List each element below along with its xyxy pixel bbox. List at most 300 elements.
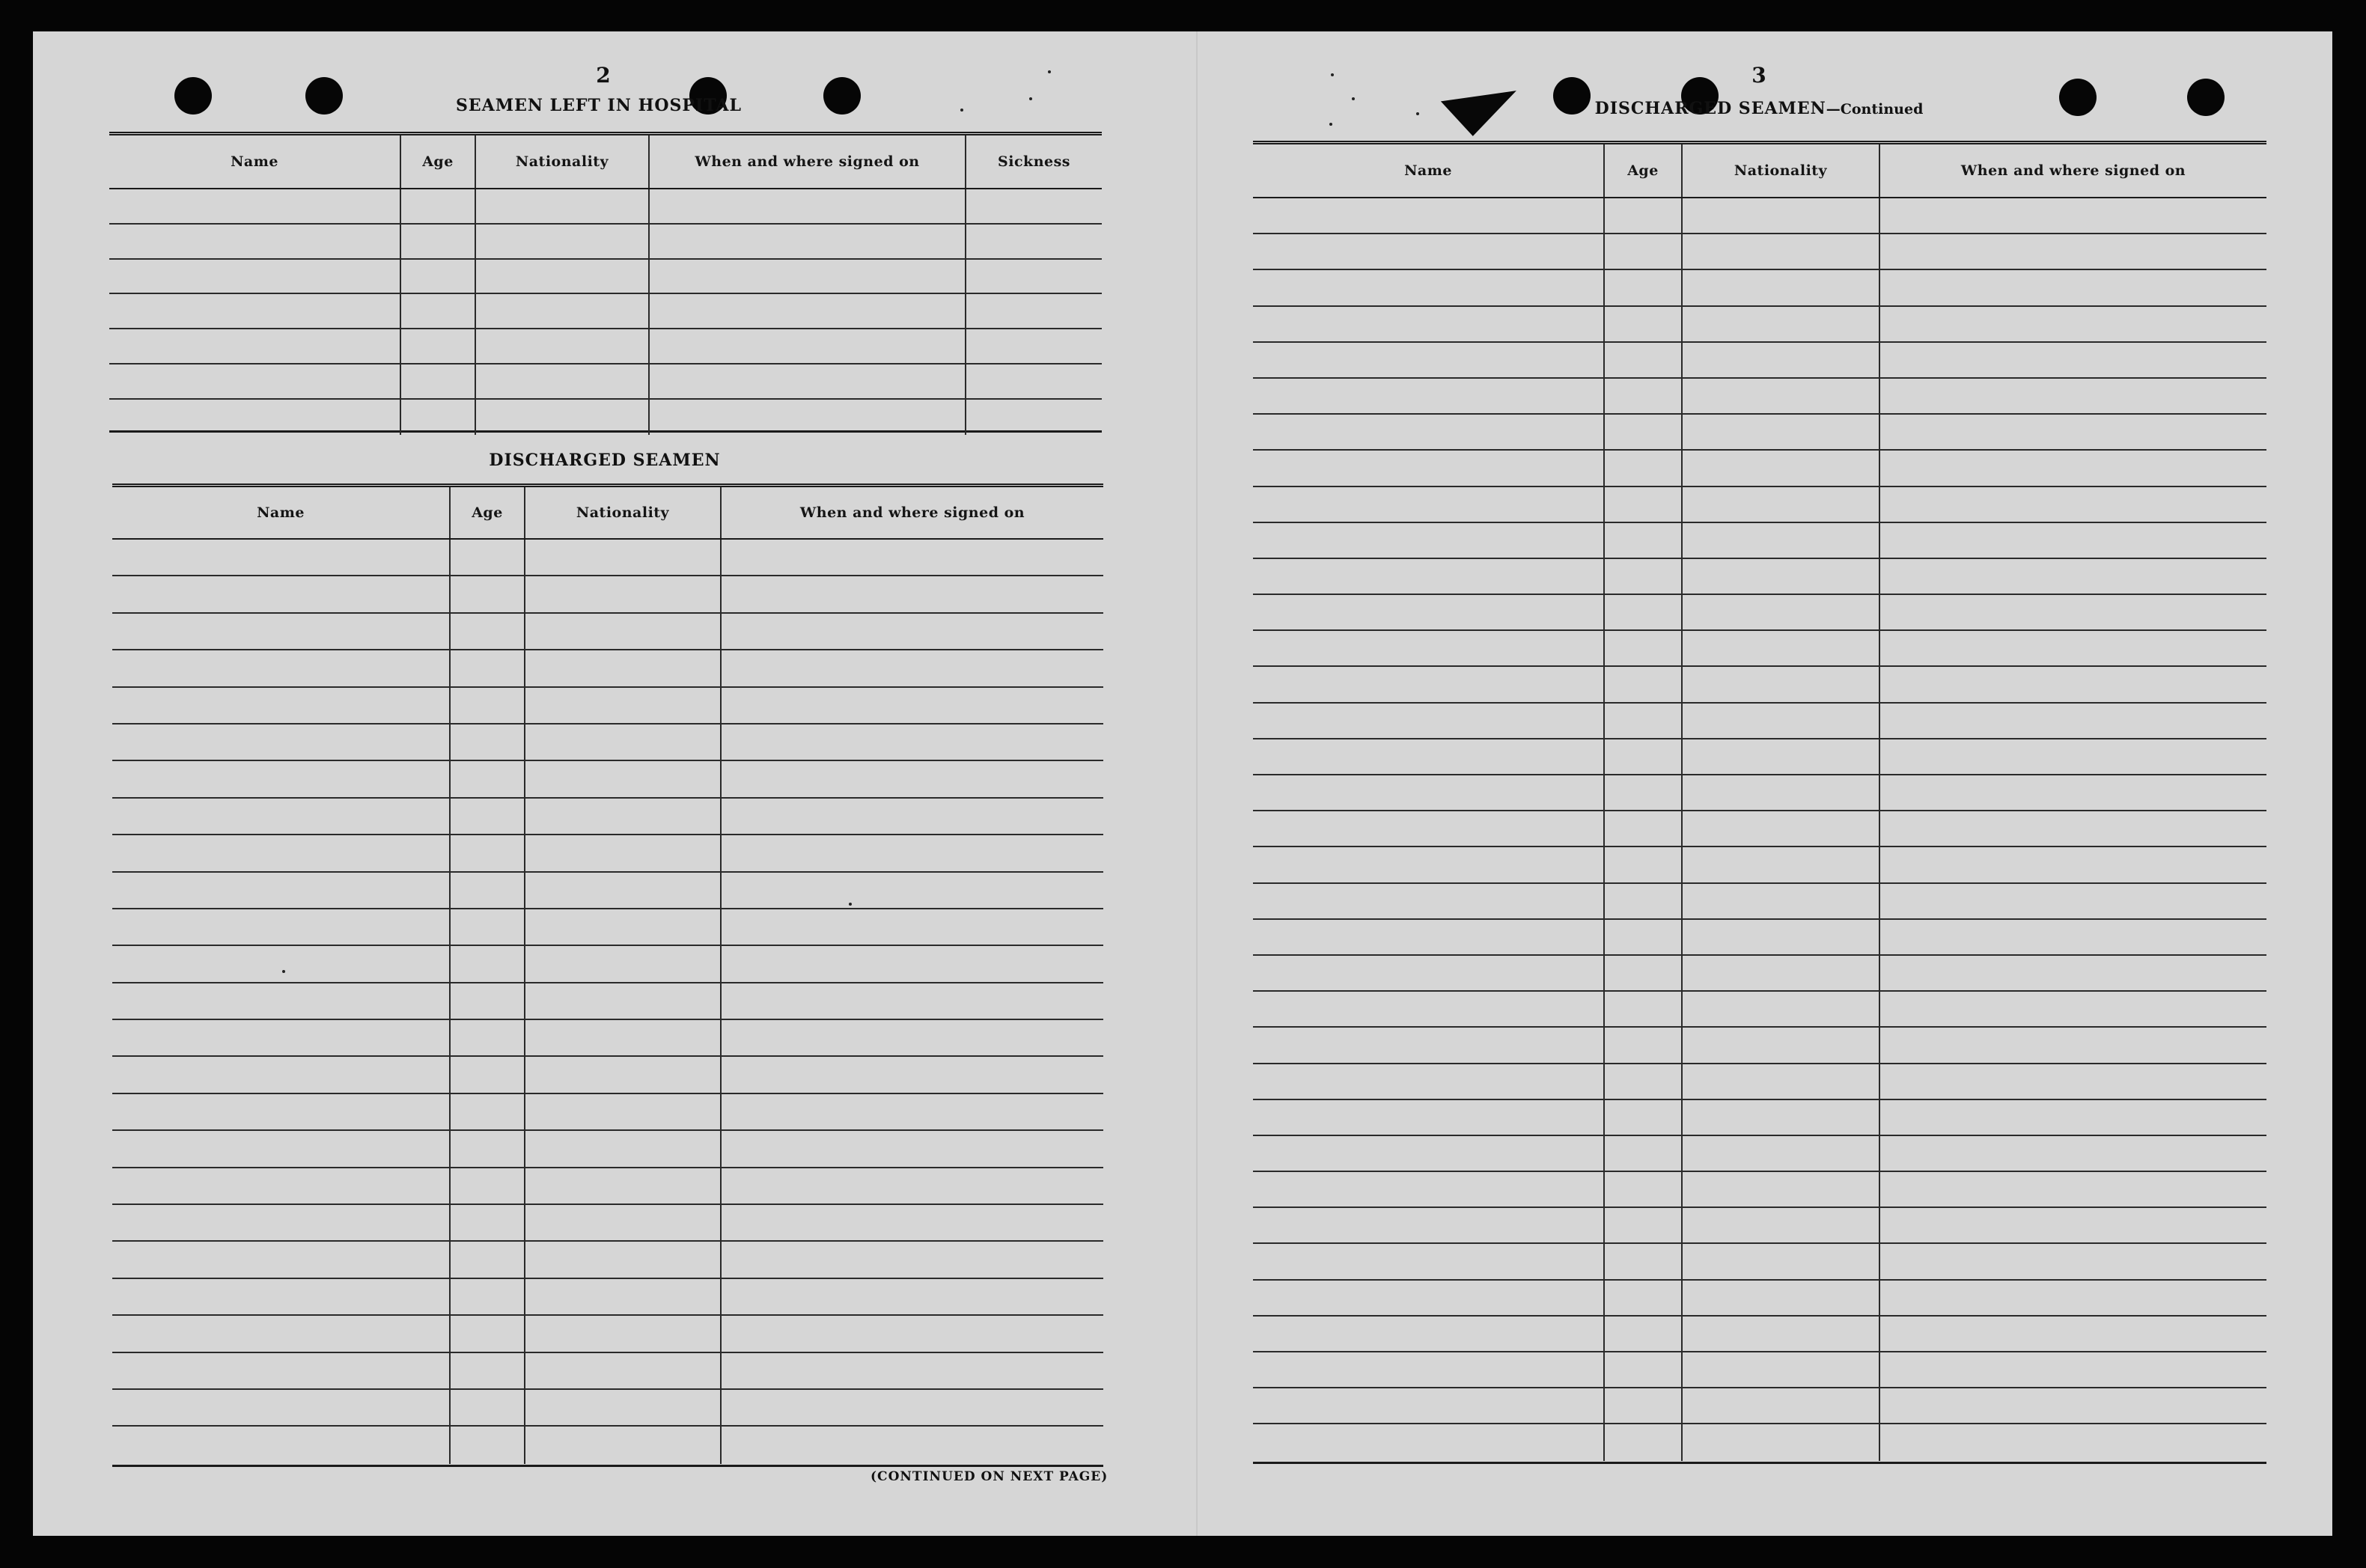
column-header-nationality: Nationality: [476, 135, 650, 188]
table-cell: [1253, 1100, 1605, 1135]
table-row: [109, 225, 1102, 260]
table-row: [1253, 667, 2266, 703]
table-cell: [1683, 595, 1880, 629]
table-cell: [476, 400, 650, 435]
column-header-when-where: When and where signed on: [1960, 162, 2186, 179]
table-cell: [1253, 1352, 1605, 1387]
table-cell: [1605, 847, 1683, 882]
table-cell: [1880, 487, 2266, 522]
discharged-continued-title: [1595, 99, 1924, 118]
table-cell: [650, 260, 966, 293]
table-cell: [1253, 595, 1605, 629]
table-cell: [1880, 343, 2266, 377]
table-row: [109, 329, 1102, 364]
table-cell: [525, 688, 722, 723]
table-cell: [1880, 667, 2266, 701]
table-cell: [722, 1094, 1103, 1129]
table-row: [112, 1131, 1103, 1168]
table-cell: [451, 835, 525, 870]
discharged-table: [112, 483, 1103, 1467]
table-cell: [451, 1057, 525, 1092]
table-cell: [476, 364, 650, 398]
table-cell: [1253, 1136, 1605, 1171]
table-cell: [112, 1353, 451, 1388]
table-cell: [1253, 847, 1605, 882]
table-cell: [1880, 739, 2266, 774]
table-cell: [1605, 559, 1683, 594]
table-cell: [112, 1242, 451, 1277]
table-row: [112, 1279, 1103, 1316]
table-cell: [1683, 234, 1880, 269]
table-row: [112, 1094, 1103, 1131]
table-cell: [1605, 487, 1683, 522]
table-cell: [1605, 595, 1683, 629]
table-cell: [401, 329, 476, 363]
table-cell: [1880, 523, 2266, 558]
punch-hole: [823, 77, 861, 115]
table-cell: [1683, 1281, 1880, 1315]
table-cell: [525, 761, 722, 796]
table-cell: [451, 1242, 525, 1277]
table-cell: [1253, 451, 1605, 485]
table-cell: [1253, 992, 1605, 1026]
table-cell: [525, 1057, 722, 1092]
table-cell: [112, 1205, 451, 1240]
table-cell: [1605, 992, 1683, 1026]
table-cell: [1880, 451, 2266, 485]
table-cell: [722, 873, 1103, 908]
table-row: [1253, 451, 2266, 486]
table-cell: [525, 1242, 722, 1277]
table-row: [112, 688, 1103, 724]
table-cell: [112, 1094, 451, 1129]
table-row: [1253, 1028, 2266, 1064]
table-cell: [1253, 234, 1605, 269]
table-cell: [966, 364, 1102, 398]
table-cell: [966, 329, 1102, 363]
table-cell: [722, 1353, 1103, 1388]
table-cell: [112, 983, 451, 1019]
table-cell: [1253, 1424, 1605, 1460]
table-row: [1253, 1352, 2266, 1388]
table-cell: [1683, 775, 1880, 810]
table-cell: [525, 1131, 722, 1166]
table-row: [1253, 523, 2266, 559]
table-cell: [451, 761, 525, 796]
table-cell: [525, 576, 722, 611]
table-cell: [525, 540, 722, 575]
table-cell: [451, 1316, 525, 1351]
table-cell: [1683, 1352, 1880, 1387]
table-cell: [525, 909, 722, 945]
table-cell: [451, 540, 525, 575]
table-cell: [1605, 1136, 1683, 1171]
table-cell: [1683, 270, 1880, 305]
table-cell: [1683, 1244, 1880, 1278]
table-cell: [112, 724, 451, 760]
table-cell: [1605, 667, 1683, 701]
table-cell: [451, 1020, 525, 1055]
table-cell: [722, 1390, 1103, 1425]
table-cell: [1605, 1208, 1683, 1242]
table-cell: [1605, 631, 1683, 665]
table-row: [1253, 559, 2266, 595]
hospital-section-title: SEAMEN LEFT IN HOSPITAL: [456, 96, 742, 115]
table-cell: [650, 294, 966, 328]
table-cell: [1253, 1064, 1605, 1099]
table-cell: [650, 329, 966, 363]
table-cell: [1880, 1100, 2266, 1135]
table-cell: [525, 724, 722, 760]
table-cell: [451, 799, 525, 834]
column-header-name: Name: [109, 135, 401, 188]
table-row: [1253, 1388, 2266, 1424]
table-cell: [476, 329, 650, 363]
table-cell: [1605, 523, 1683, 558]
table-cell: [525, 983, 722, 1019]
table-row: [1253, 1136, 2266, 1172]
table-cell: [722, 576, 1103, 611]
table-cell: [1605, 198, 1683, 233]
table-cell: [112, 614, 451, 649]
table-cell: [1683, 379, 1880, 413]
table-cell: [1880, 847, 2266, 882]
table-cell: [966, 189, 1102, 223]
table-cell: [722, 909, 1103, 945]
table-cell: [966, 225, 1102, 258]
table-cell: [451, 873, 525, 908]
page-fold: [1196, 31, 1198, 1536]
table-header: [1253, 144, 2266, 198]
table-cell: [1253, 198, 1605, 233]
table-cell: [1880, 1172, 2266, 1206]
table-row: [1253, 884, 2266, 920]
punch-hole: [2059, 79, 2097, 116]
table-cell: [1253, 1281, 1605, 1315]
table-cell: [401, 294, 476, 328]
table-cell: [722, 1427, 1103, 1463]
table-cell: [1605, 270, 1683, 305]
table-row: [112, 540, 1103, 576]
table-row: [1253, 956, 2266, 992]
table-cell: [1605, 1317, 1683, 1351]
table-cell: [1880, 1136, 2266, 1171]
table-row: [1253, 1064, 2266, 1100]
table-cell: [1683, 343, 1880, 377]
table-cell: [1605, 234, 1683, 269]
table-cell: [112, 1020, 451, 1055]
table-cell: [722, 1205, 1103, 1240]
table-cell: [112, 1168, 451, 1204]
table-cell: [451, 909, 525, 945]
table-cell: [1253, 559, 1605, 594]
table-row: [109, 400, 1102, 435]
table-cell: [1253, 631, 1605, 665]
table-cell: [1253, 379, 1605, 413]
punch-hole: [305, 77, 343, 115]
table-cell: [1683, 1172, 1880, 1206]
table-cell: [966, 260, 1102, 293]
table-cell: [451, 576, 525, 611]
page-number-left: 2: [596, 63, 611, 88]
table-row: [1253, 1424, 2266, 1460]
table-cell: [1880, 1028, 2266, 1062]
table-cell: [451, 688, 525, 723]
table-row: [112, 724, 1103, 761]
table-cell: [451, 946, 525, 981]
page-number-right: 3: [1751, 63, 1766, 88]
table-row: [112, 761, 1103, 798]
table-cell: [525, 1390, 722, 1425]
table-cell: [451, 1427, 525, 1463]
table-cell: [1683, 667, 1880, 701]
table-cell: [1253, 811, 1605, 846]
continued-footer: (CONTINUED ON NEXT PAGE): [871, 1469, 1109, 1484]
punch-hole: [2187, 79, 2225, 116]
table-row: [1253, 1317, 2266, 1352]
table-cell: [1253, 704, 1605, 738]
table-row: [112, 835, 1103, 872]
table-cell: [109, 260, 401, 293]
table-cell: [1683, 1388, 1880, 1423]
table-cell: [451, 1279, 525, 1314]
table-cell: [1605, 920, 1683, 954]
table-cell: [109, 225, 401, 258]
table-cell: [476, 189, 650, 223]
table-cell: [1605, 956, 1683, 990]
table-cell: [1880, 992, 2266, 1026]
table-cell: [525, 614, 722, 649]
table-cell: [1683, 956, 1880, 990]
table-row: [1253, 270, 2266, 306]
table-cell: [722, 1057, 1103, 1092]
table-cell: [401, 225, 476, 258]
table-cell: [451, 1094, 525, 1129]
table-cell: [650, 189, 966, 223]
table-cell: [1880, 775, 2266, 810]
table-cell: [1880, 595, 2266, 629]
table-row: [112, 1427, 1103, 1463]
table-cell: [1605, 379, 1683, 413]
table-cell: [401, 189, 476, 223]
table-row: [1253, 992, 2266, 1028]
table-row: [1253, 1172, 2266, 1208]
table-cell: [525, 799, 722, 834]
table-cell: [1683, 307, 1880, 341]
table-cell: [1880, 198, 2266, 233]
table-cell: [1683, 559, 1880, 594]
table-row: [112, 946, 1103, 983]
table-cell: [525, 1427, 722, 1463]
table-cell: [1605, 415, 1683, 449]
table-cell: [1605, 1244, 1683, 1278]
table-cell: [1880, 1424, 2266, 1460]
table-cell: [722, 761, 1103, 796]
table-cell: [451, 1205, 525, 1240]
table-cell: [1605, 451, 1683, 485]
table-cell: [112, 1316, 451, 1351]
table-cell: [525, 1168, 722, 1204]
table-cell: [722, 540, 1103, 575]
table-cell: [1683, 1424, 1880, 1460]
table-cell: [1605, 343, 1683, 377]
title-main: DISCHARGED SEAMEN: [1594, 99, 1826, 118]
table-row: [1253, 704, 2266, 739]
table-cell: [1253, 1028, 1605, 1062]
paper-speck: [1416, 112, 1419, 115]
table-cell: [525, 873, 722, 908]
punch-hole: [1553, 77, 1591, 115]
table-cell: [1683, 920, 1880, 954]
paper-speck: [960, 109, 963, 112]
table-cell: [109, 400, 401, 435]
hospital-table: [109, 132, 1102, 433]
table-cell: [1605, 1064, 1683, 1099]
table-cell: [1605, 811, 1683, 846]
column-header-nationality: Nationality: [525, 487, 722, 538]
table-row: [112, 1353, 1103, 1390]
table-row: [1253, 1281, 2266, 1317]
table-row: [109, 189, 1102, 225]
table-cell: [1880, 631, 2266, 665]
table-cell: [1880, 379, 2266, 413]
table-cell: [112, 1279, 451, 1314]
table-cell: [1605, 1281, 1683, 1315]
table-cell: [1253, 523, 1605, 558]
table-row: [109, 364, 1102, 400]
table-cell: [451, 724, 525, 760]
table-header: [109, 135, 1102, 189]
table-cell: [1683, 415, 1880, 449]
table-cell: [1880, 956, 2266, 990]
table-cell: [722, 614, 1103, 649]
table-cell: [1683, 884, 1880, 918]
table-cell: [1683, 1028, 1880, 1062]
table-cell: [112, 688, 451, 723]
table-cell: [476, 294, 650, 328]
column-header-nationality: Nationality: [1683, 144, 1880, 197]
table-cell: [1253, 1317, 1605, 1351]
table-cell: [1683, 739, 1880, 774]
table-cell: [401, 364, 476, 398]
table-cell: [722, 946, 1103, 981]
table-cell: [1683, 198, 1880, 233]
table-cell: [401, 260, 476, 293]
table-cell: [1605, 739, 1683, 774]
table-row: [1253, 415, 2266, 451]
table-row: [109, 294, 1102, 329]
column-header-age: Age: [451, 487, 525, 538]
table-cell: [1253, 739, 1605, 774]
column-header-sickness: Sickness: [998, 153, 1070, 170]
table-cell: [112, 576, 451, 611]
paper-speck: [1048, 70, 1051, 73]
table-row: [1253, 739, 2266, 775]
table-cell: [1683, 451, 1880, 485]
paper-speck: [1029, 97, 1032, 100]
table-cell: [451, 1390, 525, 1425]
table-cell: [722, 1131, 1103, 1166]
table-cell: [1253, 956, 1605, 990]
table-row: [1253, 1244, 2266, 1280]
table-cell: [525, 835, 722, 870]
table-row: [1253, 811, 2266, 847]
table-row: [1253, 1208, 2266, 1244]
table-cell: [650, 364, 966, 398]
table-cell: [1880, 234, 2266, 269]
table-cell: [112, 835, 451, 870]
table-cell: [722, 1279, 1103, 1314]
table-row: [112, 614, 1103, 650]
table-cell: [1683, 1136, 1880, 1171]
table-cell: [1880, 1352, 2266, 1387]
table-cell: [1253, 920, 1605, 954]
table-row: [112, 799, 1103, 835]
table-cell: [476, 260, 650, 293]
table-cell: [451, 614, 525, 649]
table-row: [1253, 379, 2266, 415]
table-cell: [1605, 1100, 1683, 1135]
table-row: [112, 909, 1103, 946]
table-cell: [525, 946, 722, 981]
table-cell: [1605, 704, 1683, 738]
table-cell: [112, 799, 451, 834]
table-cell: [112, 761, 451, 796]
table-cell: [525, 1316, 722, 1351]
table-cell: [1253, 343, 1605, 377]
table-cell: [1880, 1281, 2266, 1315]
table-row: [1253, 595, 2266, 631]
table-cell: [650, 400, 966, 435]
table-cell: [525, 650, 722, 686]
table-cell: [1880, 920, 2266, 954]
table-cell: [1880, 1317, 2266, 1351]
paper-speck: [1329, 123, 1332, 126]
table-cell: [1253, 270, 1605, 305]
table-cell: [1880, 1208, 2266, 1242]
table-cell: [1605, 775, 1683, 810]
table-cell: [1683, 1100, 1880, 1135]
table-row: [1253, 920, 2266, 956]
table-cell: [1605, 1028, 1683, 1062]
table-cell: [966, 294, 1102, 328]
table-cell: [1253, 307, 1605, 341]
table-cell: [451, 983, 525, 1019]
paper-speck: [1352, 97, 1355, 100]
table-cell: [1880, 1064, 2266, 1099]
table-cell: [476, 225, 650, 258]
table-cell: [1253, 667, 1605, 701]
table-cell: [1605, 1388, 1683, 1423]
table-cell: [722, 650, 1103, 686]
table-cell: [525, 1279, 722, 1314]
table-cell: [1880, 1244, 2266, 1278]
table-cell: [1253, 884, 1605, 918]
table-cell: [451, 650, 525, 686]
table-cell: [1253, 1244, 1605, 1278]
table-cell: [401, 400, 476, 435]
column-header-name: Name: [112, 487, 451, 538]
table-cell: [1880, 1388, 2266, 1423]
table-cell: [1880, 811, 2266, 846]
table-cell: [451, 1131, 525, 1166]
table-cell: [112, 909, 451, 945]
discharged-continued-table: [1253, 141, 2266, 1464]
table-cell: [1253, 487, 1605, 522]
table-cell: [112, 1427, 451, 1463]
table-row: [112, 873, 1103, 909]
column-header-when-where: When and where signed on: [799, 504, 1025, 521]
